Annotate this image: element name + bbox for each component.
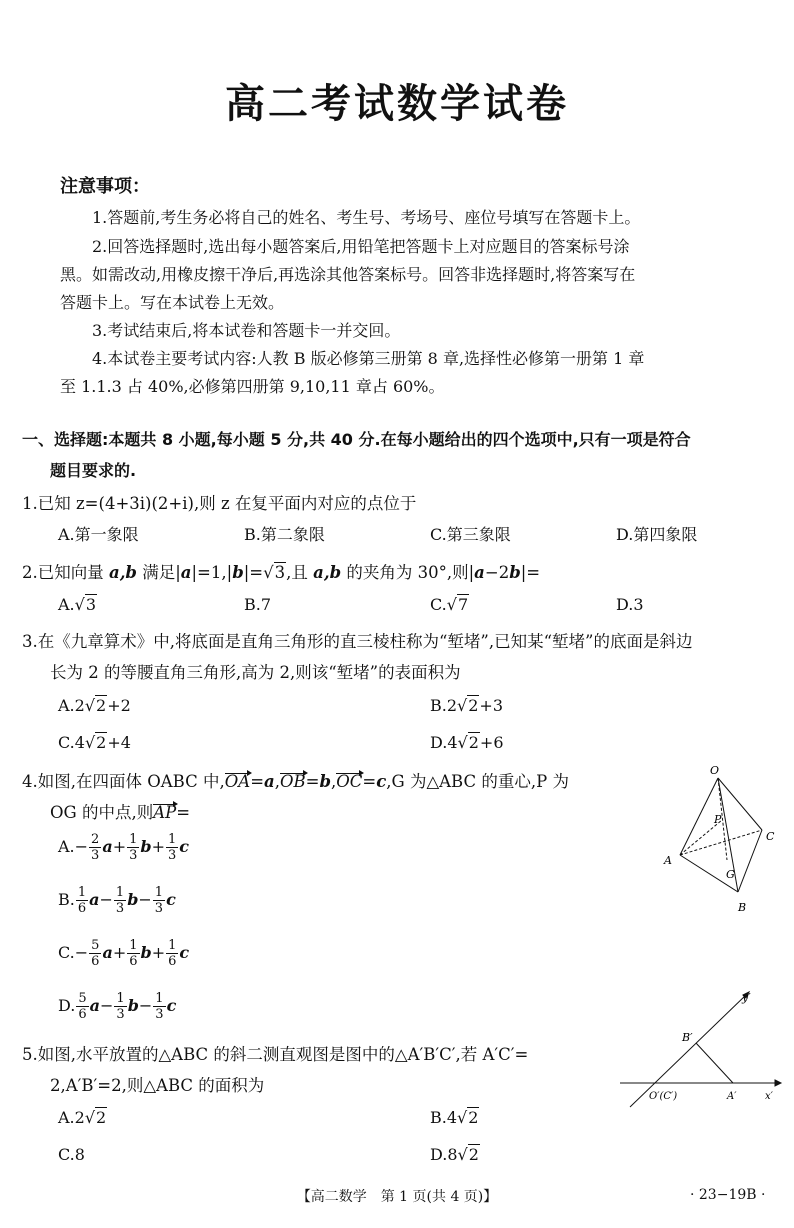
label-b-prime: B′ — [682, 1031, 693, 1044]
sqrt-symbol: √2 — [457, 1145, 479, 1164]
q4-stem-line-2: OG 的中点,则AP= — [50, 803, 191, 822]
note-3: 3.考试结束后,将本试卷和答题卡一并交回。 — [92, 321, 401, 340]
label-x-prime: x′ — [765, 1091, 773, 1102]
q3-option-b: B.2√2+3 — [430, 696, 504, 715]
fraction: $\frac{5}{6}$ — [78, 991, 87, 1022]
section-heading-line-2: 题目要求的. — [50, 461, 137, 480]
sqrt-symbol: √2 — [457, 733, 479, 752]
q5-option-a: A.2√2 — [58, 1108, 107, 1127]
fraction: $\frac{1}{3}$ — [155, 991, 164, 1022]
exam-code: · 23−19B · — [690, 1187, 766, 1203]
q4-option-d: D. $\frac{5}{6}$ a− $\frac{1}{3}$ b− $\frac{1}{3}$ c — [58, 991, 177, 1022]
q5-option-b: B.4√2 — [430, 1108, 479, 1127]
page-title: 高二考试数学试卷 — [225, 81, 569, 127]
label-c: C — [766, 830, 775, 843]
q3-stem-line-2: 长为 2 的等腰直角三角形,高为 2,则该“堑堵”的表面积为 — [50, 663, 461, 682]
q2-option-c: C.√7 — [430, 595, 469, 614]
q3-option-d: D.4√2+6 — [430, 733, 504, 752]
vector-ob: OB — [279, 772, 306, 791]
label-a: A — [664, 854, 672, 867]
sqrt-symbol: √2 — [84, 733, 107, 752]
q4-option-c: C.− $\frac{5}{6}$ a+ $\frac{1}{6}$ b+ $\frac{1}{6}$ c — [58, 938, 190, 969]
note-2-line-3: 答题卡上。写在本试卷上无效。 — [60, 293, 285, 312]
page-footer: 【高二数学 第 1 页(共 4 页)】 — [296, 1189, 498, 1205]
fraction: $\frac{1}{6}$ — [77, 885, 87, 916]
q5-stem-line-2: 2,A′B′=2,则△ABC 的面积为 — [50, 1076, 265, 1095]
fraction: $\frac{1}{6}$ — [129, 938, 138, 969]
q4-option-a: A.− $\frac{2}{3}$ a+ $\frac{1}{3}$ b+ $\frac{1}{3}$ c — [58, 832, 190, 863]
sqrt-symbol: √2 — [84, 696, 107, 715]
sqrt-symbol: √7 — [446, 595, 469, 614]
q1-stem: 1.已知 z=(4+3i)(2+i),则 z 在复平面内对应的点位于 — [22, 494, 417, 513]
oblique-projection-figure — [615, 985, 785, 1110]
vector-ap: AP — [153, 803, 177, 822]
label-b: B — [738, 901, 747, 914]
q1-option-b: B.第二象限 — [244, 525, 325, 544]
note-4-line-2: 至 1.1.3 占 40%,必修第四册第 9,10,11 章占 60%。 — [60, 377, 445, 396]
q2-stem: 2.已知向量 a,b 满足|a|=1,|b|=√3,且 a,b 的夹角为 30°,则|a−2b|= — [22, 563, 541, 582]
fraction: $\frac{1}{3}$ — [116, 991, 125, 1022]
q4-stem-line-1: 4.如图,在四面体 OABC 中,OA=a,OB=b,OC=c,G 为△ABC 的重心,P 为 — [22, 772, 569, 791]
q1-option-d: D.第四象限 — [616, 525, 698, 544]
label-a-prime: A′ — [727, 1091, 737, 1102]
sqrt-symbol: √2 — [457, 696, 479, 715]
q2-option-d: D.3 — [616, 595, 644, 614]
q3-option-c: C.4√2+4 — [58, 733, 131, 752]
notes-heading: 注意事项： — [60, 176, 150, 197]
note-4-line-1: 4.本试卷主要考试内容:人教 B 版必修第三册第 8 章,选择性必修第一册第 1 章 — [92, 349, 645, 368]
q5-stem-line-1: 5.如图,水平放置的△ABC 的斜二测直观图是图中的△A′B′C′,若 A′C′= — [22, 1045, 529, 1064]
note-2-line-1: 2.回答选择题时,选出每小题答案后,用铅笔把答题卡上对应题目的答案标号涂 — [92, 237, 630, 256]
fraction: $\frac{1}{3}$ — [115, 885, 125, 916]
sqrt-symbol: √2 — [457, 1108, 479, 1127]
fraction: $\frac{1}{6}$ — [168, 938, 177, 969]
label-g: G — [726, 868, 735, 881]
q4-option-b: B. $\frac{1}{6}$ a− $\frac{1}{3}$ b− $\frac{1}{3}$ c — [58, 885, 176, 916]
sqrt-symbol: √3 — [74, 595, 97, 614]
vector-oa: OA — [224, 772, 251, 791]
vector-oc: OC — [336, 772, 363, 791]
q5-option-c: C.8 — [58, 1145, 85, 1164]
fraction: $\frac{2}{3}$ — [91, 832, 100, 863]
fraction: $\frac{1}{3}$ — [167, 832, 177, 863]
label-o: O — [710, 764, 720, 777]
fraction: $\frac{1}{3}$ — [129, 832, 138, 863]
sqrt-symbol: √2 — [84, 1108, 107, 1127]
note-1: 1.答题前,考生务必将自己的姓名、考生号、考场号、座位号填写在答题卡上。 — [92, 208, 641, 227]
fraction: $\frac{1}{3}$ — [154, 885, 164, 916]
label-p: P — [714, 813, 722, 826]
label-o-prime-c-prime: O′(C′) — [649, 1091, 678, 1102]
q3-stem-line-1: 3.在《九章算术》中,将底面是直角三角形的直三棱柱称为“堑堵”,已知某“堑堵”的底面是斜边 — [22, 632, 693, 651]
label-y-prime: y′ — [742, 991, 751, 1004]
fraction: $\frac{5}{6}$ — [91, 938, 100, 969]
q1-option-c: C.第三象限 — [430, 525, 511, 544]
tetrahedron-figure — [660, 760, 790, 920]
q2-option-a: A.√3 — [58, 595, 97, 614]
section-heading-line-1: 一、选择题:本题共 8 小题,每小题 5 分,共 40 分.在每小题给出的四个选项中,只有一项是符合 — [22, 430, 691, 449]
sqrt-symbol: √3 — [263, 563, 286, 582]
q5-option-d: D.8√2 — [430, 1145, 479, 1164]
note-2-line-2: 黑。如需改动,用橡皮擦干净后,再选涂其他答案标号。回答非选择题时,将答案写在 — [60, 265, 636, 284]
q2-option-b: B.7 — [244, 595, 272, 614]
q3-option-a: A.2√2+2 — [58, 696, 131, 715]
q1-option-a: A.第一象限 — [58, 525, 139, 544]
